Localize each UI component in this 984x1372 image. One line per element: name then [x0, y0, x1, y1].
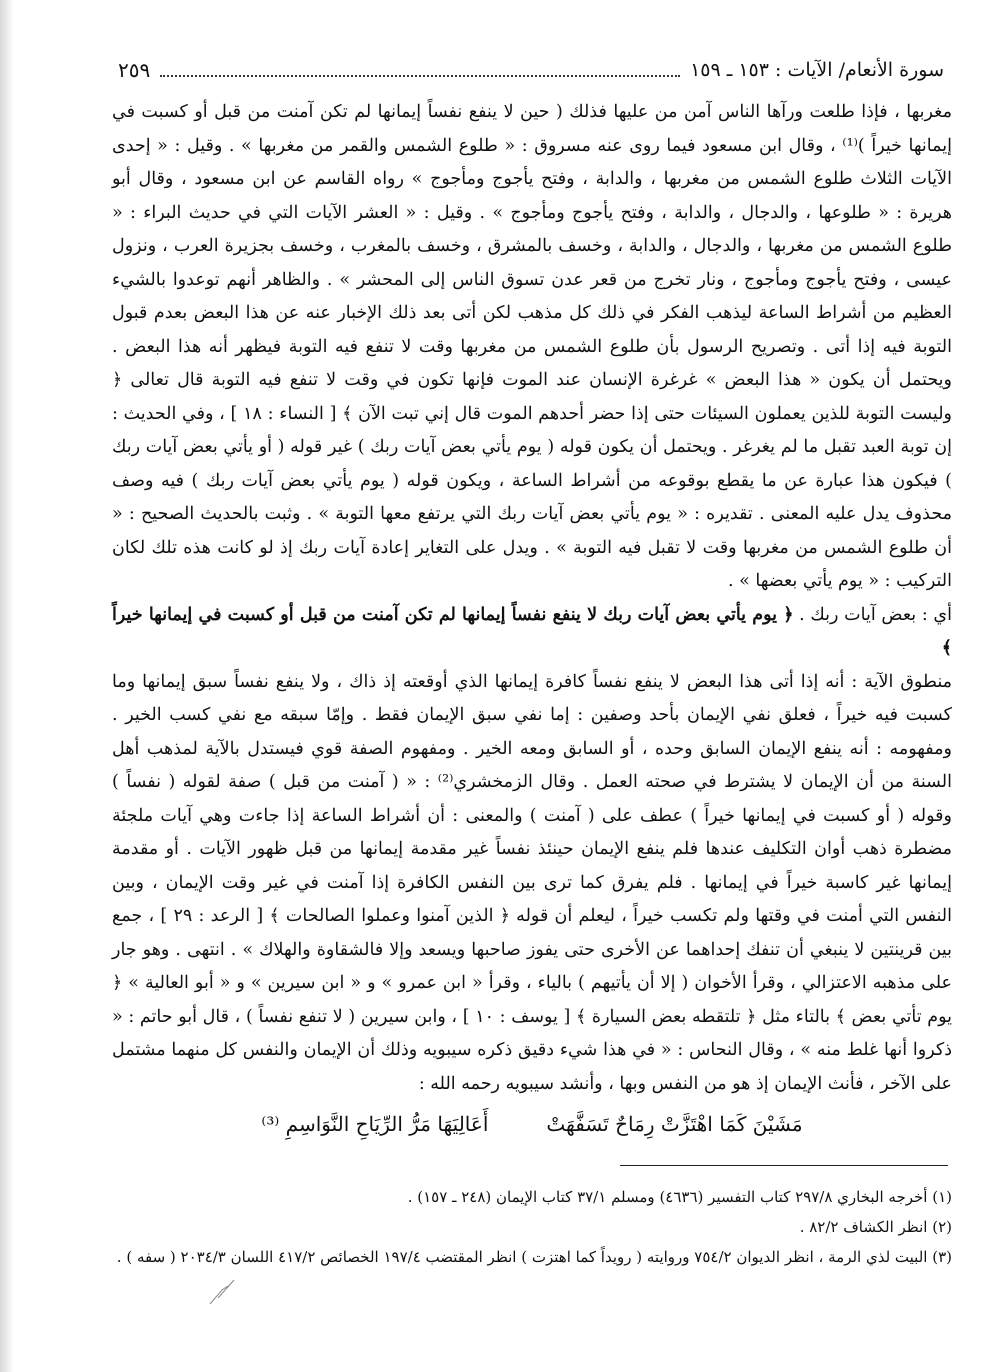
- sentence-prefix: أي : بعض آيات ربك .: [799, 604, 952, 625]
- footnote-1: (١) أخرجه البخاري ٢٩٧/٨ كتاب التفسير (٤٦٣٦) ومسلم ٣٧/١ كتاب الإيمان (٢٤٨ ـ ١٥٧) .: [407, 1188, 952, 1206]
- footnote-separator: [620, 1165, 948, 1166]
- paragraph-1: مغربها ، فإذا طلعت ورآها الناس آمن من عليها فذلك ( حين لا ينفع نفساً إيمانها لم تكن آمنت من قبل أو كسبت في إيمانها خيراً )⁽¹⁾ ، وقال ابن مسعود فيما روى عنه مسروق : « طلوع الشمس والقمر من مغربها » . وقيل : « إحدى الآيات الثلاث طلوع الشمس من مغربها ، والدابة ، وفتح يأجوج ومأجوج » رواه القاسم عن ابن مسعود ، وقال أبو هريرة : « طلوعها ، والدجال ، والدابة ، وفتح يأجوج ومأجوج » . وقيل : « العشر الآيات التي في حديث البراء : « طلوع الشمس من مغربها ، والدجال ، والدابة ، وخسف بالمشرق ، وخسف بالمغرب ، وخسف بجزيرة العرب ، ونزول عيسى ، وفتح يأجوج ومأجوج ، ونار تخرج من قعر عدن تسوق الناس إلى المحشر » . والظاهر أنهم توعدوا بالشيء العظيم من أشراط الساعة ليذهب الفكر في ذلك كل مذهب لكن أتى بعد ذلك الإخبار عنه عن هذا البعض بعدم قبول التوبة فيه إذا أتى . وتصريح الرسول بأن طلوع الشمس من مغربها وقت لا تنفع فيه التوبة فيظهر أنه هذا البعض . ويحتمل أن يكون « هذا البعض » غرغرة الإنسان عند الموت فإنها تكون في وقت لا تنفع فيه التوبة قال تعالى ﴿ وليست التوبة للذين يعملون السيئات حتى إذا حضر أحدهم الموت قال إني تبت الآن ﴾ [ النساء : ١٨ ] ، وفي الحديث : إن توبة العبد تقبل ما لم يغرغر . ويحتمل أن يكون قوله ( يوم يأتي بعض آيات ربك ) غير قوله ( أو يأتي بعض آيات ربك ) فيكون هذا عبارة عن ما يقطع بوقوعه من أشراط الساعة ، ويكون قوله ( يوم يأتي بعض آيات ربك ) فيه وصف محذوف يدل عليه المعنى . تقديره : « يوم يأتي بعض آيات ربك التي يرتفع معها التوبة » . وثبت بالحديث الصحيح : « أن طلوع الشمس من مغربها وقت لا تقبل فيه التوبة » . ويدل على التغاير إعادة آيات ربك إذ لو كانت هذه تلك لكان التركيب : « يوم يأتي بعضها » .: [112, 102, 952, 591]
- header-dot-leader: [160, 75, 680, 77]
- header-title: سورة الأنعام/ الآيات : ١٥٣ ـ ١٥٩: [690, 59, 944, 81]
- poetry-verse: [120, 1112, 944, 1152]
- footnote-2: (٢) انظر الكشاف ٨٢/٢ .: [799, 1218, 952, 1236]
- main-text: [112, 96, 952, 1101]
- footnote-3: (٣) البيت لذي الرمة ، انظر الديوان ٧٥٤/٢ وروايته ( رويداً كما اهتزت ) انظر المقتضب ١٩٧/٤ الخصائص ٤١٧/٢ اللسان ٢٠٣٤/٣ ( سفه ) .: [116, 1248, 952, 1266]
- pen-mark: [208, 1278, 240, 1306]
- page-number: ٢٥٩: [118, 58, 151, 82]
- quran-verse-bold: ﴿ يوم يأتي بعض آيات ربك لا ينفع نفساً إيمانها لم تكن آمنت من قبل أو كسبت في إيمانها خيراً ﴾: [112, 604, 952, 658]
- paragraph-3: منطوق الآية : أنه إذا أتى هذا البعض لا ينفع نفساً كافرة إيمانها الذي أوقعته إذ ذاك ، ولا ينفع نفساً سبق إيمانها وما كسبت فيه خيراً ، فعلق نفي الإيمان بأحد وصفين : إما نفي سبق الإيمان فقط . وإمّا سبقه مع نفي كسب الخير . ومفهومه : أنه ينفع الإيمان السابق وحده ، أو السابق ومعه الخير . ومفهوم الصفة قوي فيستدل بالآية لمذهب أهل السنة من أن الإيمان لا يشترط في صحته العمل . وقال الزمخشري⁽²⁾ : « ( آمنت من قبل ) صفة لقوله ( نفساً ) وقوله ( أو كسبت في إيمانها خيراً ) عطف على ( آمنت ) والمعنى : أن أشراط الساعة إذا جاءت وهي آيات ملجئة مضطرة ذهب أوان التكليف عندها فلم ينفع الإيمان حينئذ نفساً غير مقدمة إيمانها من قبل ظهور الآيات . أو مقدمة إيمانها غير كاسبة خيراً في إيمانها . فلم يفرق كما ترى بين النفس الكافرة إذا آمنت في غير وقت الإيمان ، وبين النفس التي أمنت في وقتها ولم تكسب خيراً ، ليعلم أن قوله ﴿ الذين آمنوا وعملوا الصالحات ﴾ [ الرعد : ٢٩ ] ، جمع بين قرينتين لا ينبغي أن تنفك إحداهما عن الأخرى حتى يفوز صاحبها ويسعد وإلا فالشقاوة والهلاك » . انتهى . وهو جار على مذهبه الاعتزالي ، وقرأ الأخوان ( إلا أن يأتيهم ) بالياء ، وقرأ « ابن عمرو » و « ابن سيرين » و « أبو العالية » ﴿ يوم تأتي بعض ﴾ بالتاء مثل ﴿ تلتقطه بعض السيارة ﴾ [ يوسف : ١٠ ] ، وابن سيرين ( لا تنفع نفساً ) ، قال أبو حاتم : « ذكروا أنها غلط منه » ، وقال النحاس : « في هذا شيء دقيق ذكره سيبويه وذلك أن الإيمان والنفس كل منهما مشتمل على الآخر ، فأنث الإيمان إذ هو من النفس وبها ، وأنشد سيبويه رحمه الله :: [112, 671, 953, 1094]
- scan-edge-shadow: [0, 0, 14, 1372]
- paragraph-2: [112, 599, 952, 666]
- running-header: [118, 52, 944, 88]
- verse-second-hemistich: أَعَالِيَهَا مَرُّ الرِّيَاحِ النَّوَاسِمِ ⁽³⁾: [261, 1112, 489, 1136]
- footnotes: [112, 1182, 952, 1272]
- verse-first-hemistich: مَشَيْنَ كَمَا اهْتَزَّتْ رِمَاحٌ تَسَفَّهَتْ: [546, 1112, 803, 1136]
